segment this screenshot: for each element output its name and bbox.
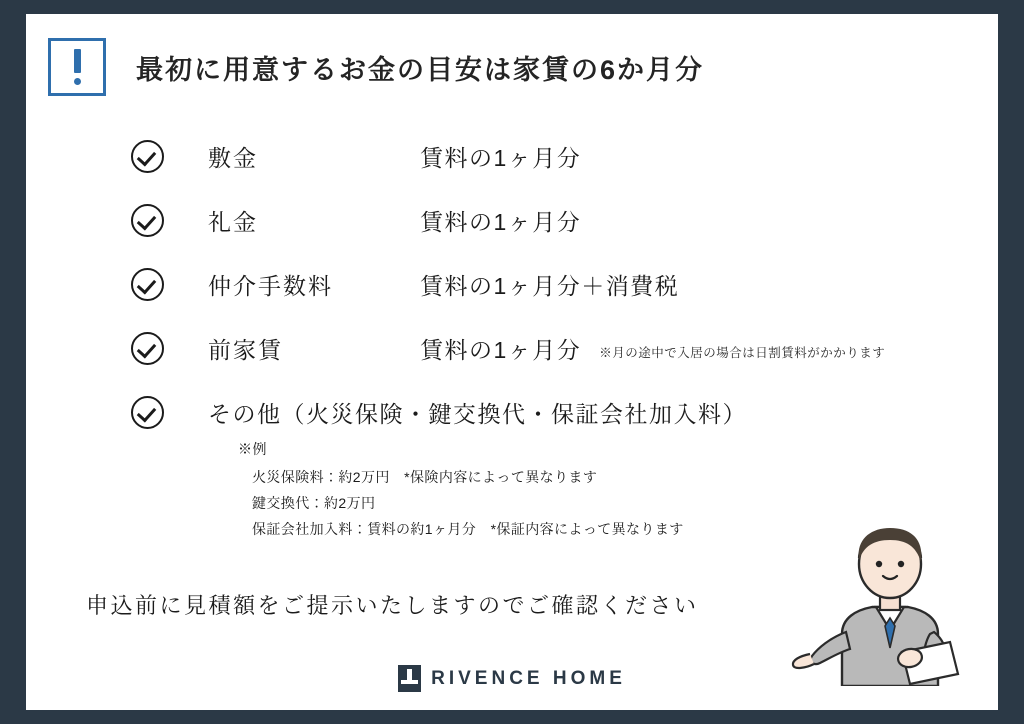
item-value: 賃料の1ヶ月分 — [420, 208, 582, 235]
slide-card — [26, 14, 998, 710]
subnote-item: 火災保険料：約2万円 *保険内容によって異なります — [252, 469, 598, 485]
check-circle-icon — [131, 396, 164, 429]
title-row — [48, 38, 704, 96]
check-circle-icon — [131, 140, 164, 173]
item-note: ※月の途中で入居の場合は日割賃料がかかります — [599, 346, 886, 360]
list-item — [131, 124, 991, 188]
check-circle-icon — [131, 332, 164, 365]
check-circle-icon — [131, 268, 164, 301]
item-value: 賃料の1ヶ月分＋消費税 — [420, 272, 680, 299]
check-circle-icon — [131, 204, 164, 237]
list-item — [131, 316, 991, 380]
building-icon — [398, 665, 421, 692]
footer-message: 申込前に見積額をご提示いたしますのでご確認ください — [86, 593, 699, 618]
item-label: その他（火災保険・鍵交換代・保証会社加入料） — [208, 400, 747, 427]
subnotes-heading: ※例 — [238, 441, 267, 457]
item-label: 仲介手数料 — [208, 272, 333, 299]
subnotes-list — [238, 465, 684, 543]
subnote-item: 保証会社加入料：賃料の約1ヶ月分 *保証内容によって異なります — [252, 520, 684, 537]
item-label: 礼金 — [208, 208, 258, 235]
checklist — [131, 124, 991, 444]
logo-text: RIVENCE HOME — [431, 667, 626, 689]
subnotes-block — [238, 439, 684, 543]
page-title: 最初に用意するお金の目安は家賃の6か月分 — [136, 54, 705, 85]
exclamation-icon — [48, 38, 106, 96]
item-label: 前家賃 — [208, 336, 283, 363]
subnote-item: 鍵交換代：約2万円 — [252, 494, 376, 511]
logo — [26, 665, 998, 692]
item-value: 賃料の1ヶ月分 — [420, 336, 582, 363]
item-value: 賃料の1ヶ月分 — [420, 144, 582, 171]
list-item — [131, 380, 991, 444]
list-item — [131, 188, 991, 252]
businessman-illustration — [790, 506, 980, 686]
list-item — [131, 252, 991, 316]
item-label: 敷金 — [208, 144, 258, 171]
